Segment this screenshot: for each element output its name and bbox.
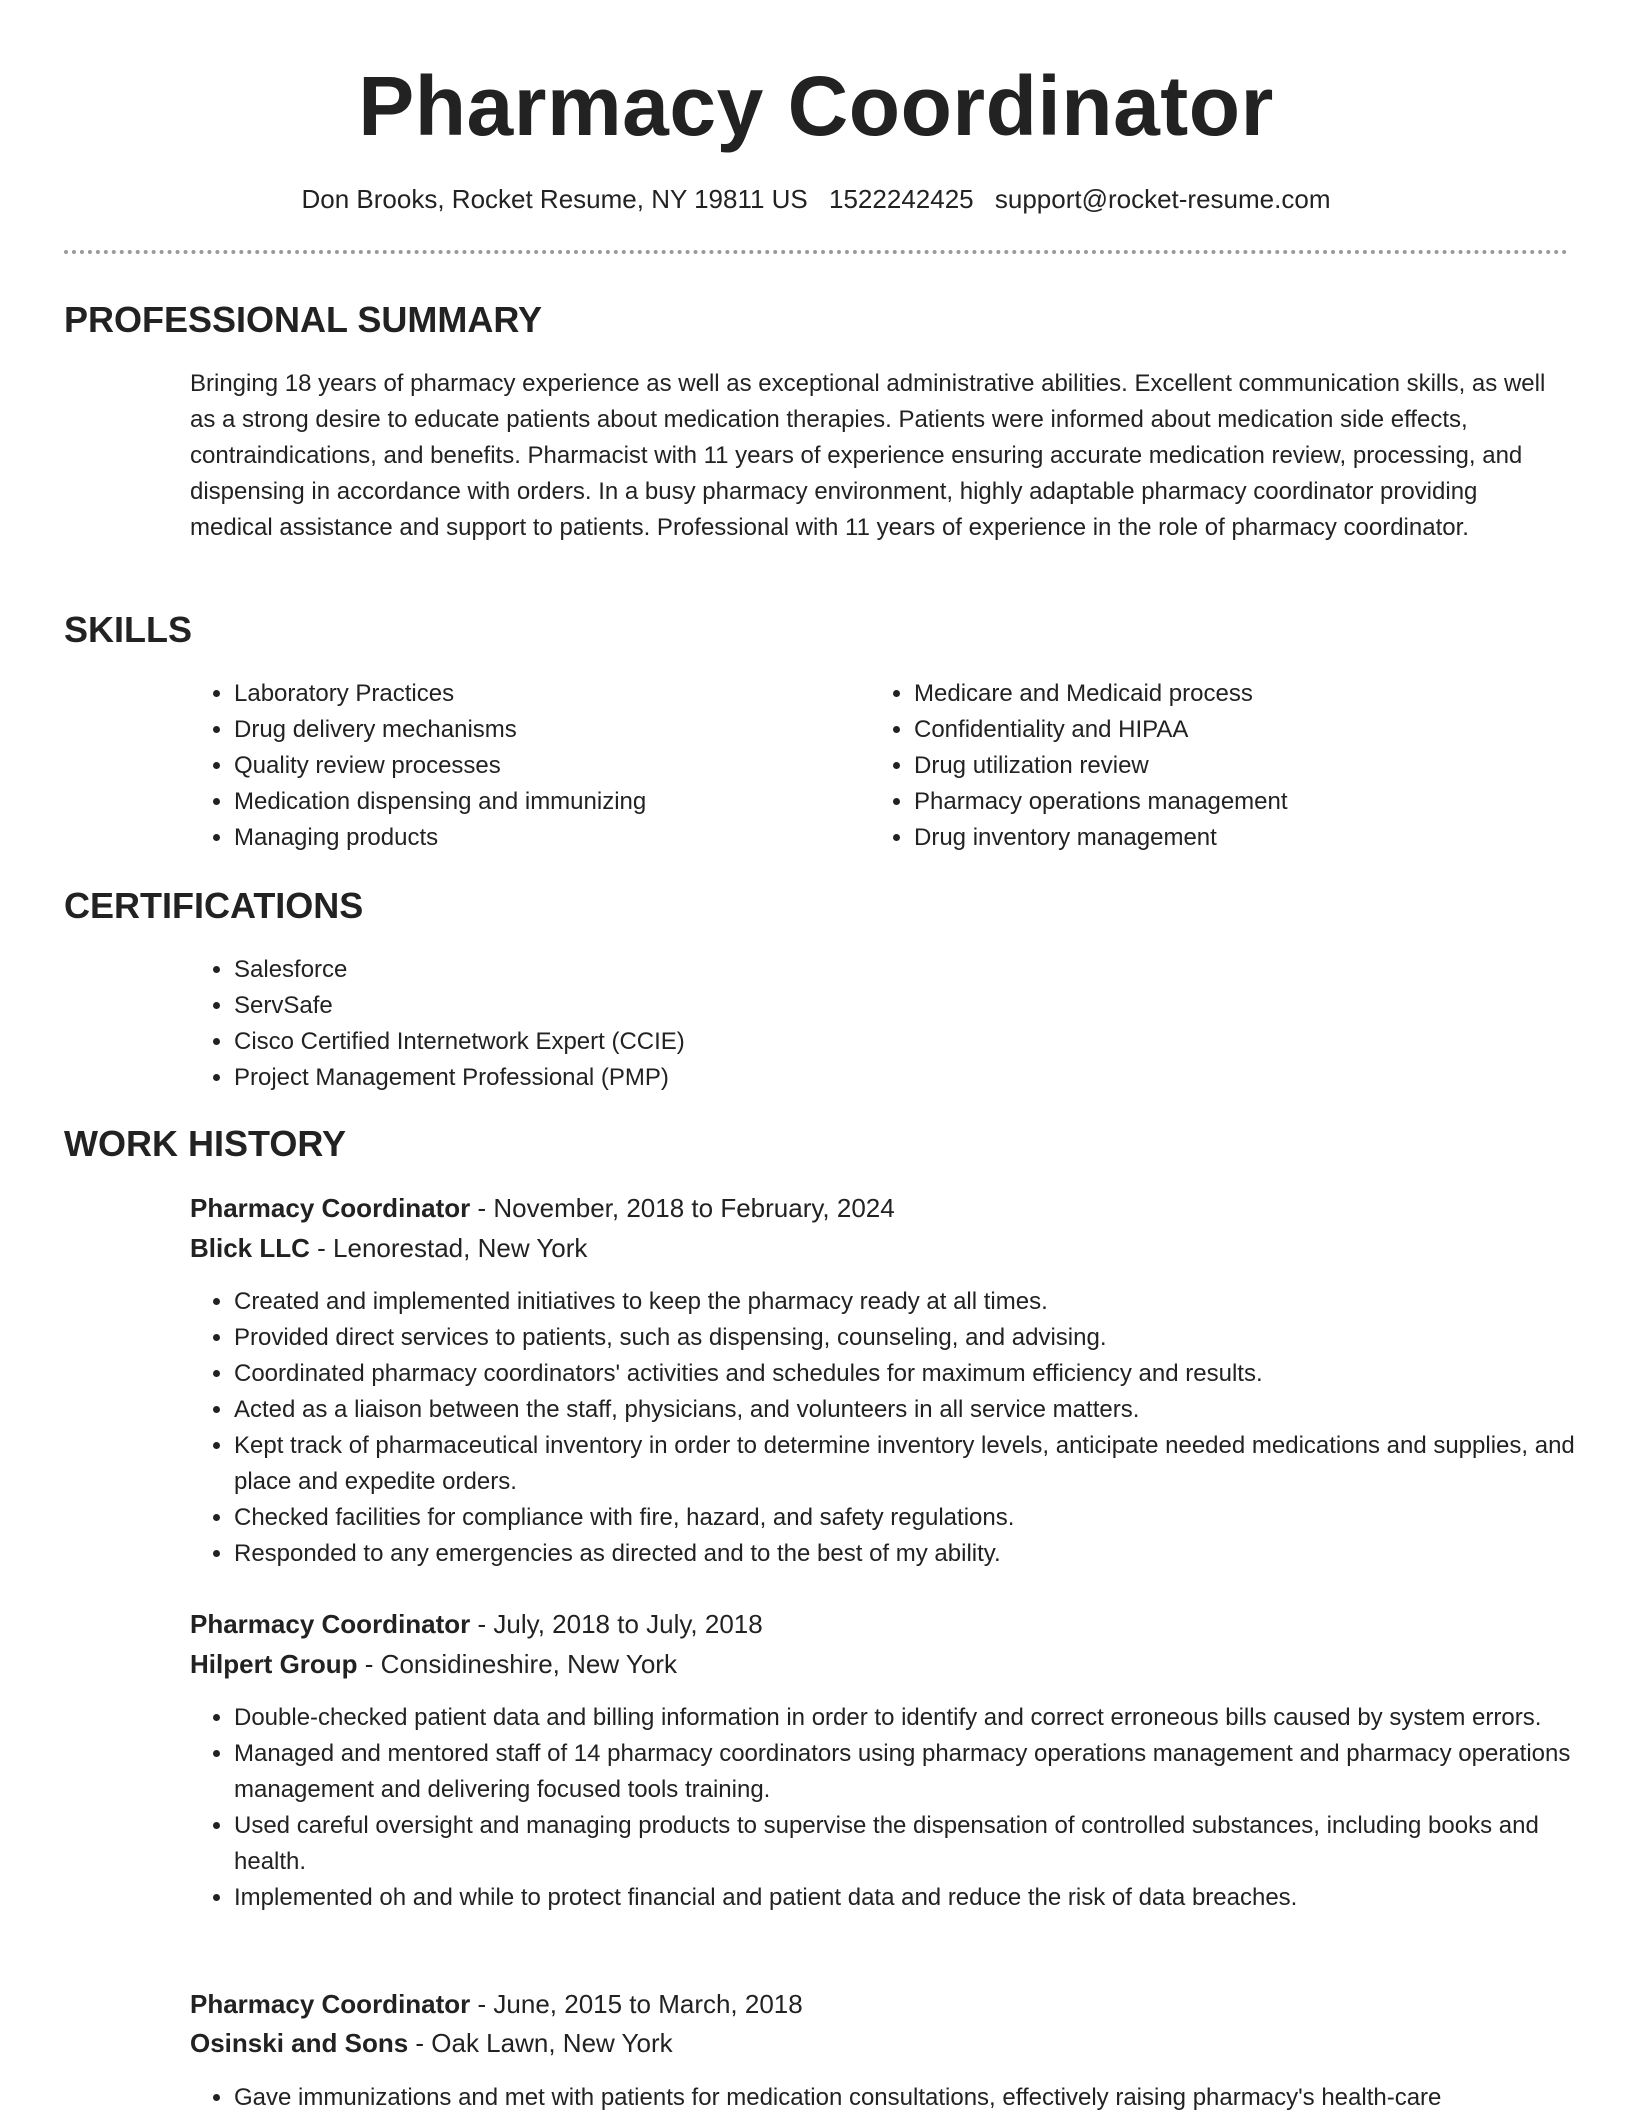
skill-item: • Drug delivery mechanisms <box>234 712 854 748</box>
certifications-list <box>190 952 1594 1096</box>
job-duty-item: • Double-checked patient data and billing information in order to identify and correct erroneous bills caused by system errors. <box>234 1700 1594 1736</box>
skill-item: • Confidentiality and HIPAA <box>914 712 1594 748</box>
job-title: Pharmacy Coordinator <box>190 1193 471 1223</box>
contact-address: Don Brooks, Rocket Resume, NY 19811 US <box>301 184 808 214</box>
skill-item: • Laboratory Practices <box>234 676 854 712</box>
job-title-line <box>190 1188 1550 1228</box>
job-company-line <box>190 2023 1550 2063</box>
summary-text: Bringing 18 years of pharmacy experience as well as exceptional administrative abilities. Excellent communication skills, as well as a strong desire to educate patients about medication therapies. Patients were informed about medication side effects, contraindications, and benefits. Pharmacist with 11 years of experience ensuring accurate medication review, processing, and dispensing in accordance with orders. In a busy pharmacy environment, highly adaptable pharmacy coordinator providing medical assistance and support to patients. Professional with 11 years of experience in the role of pharmacy coordinator. <box>190 370 1546 541</box>
job-title: Pharmacy Coordinator <box>190 1989 471 2019</box>
job-duty-item: • Responded to any emergencies as directed and to the best of my ability. <box>234 1536 1594 1572</box>
summary-heading: PROFESSIONAL SUMMARY <box>64 299 543 340</box>
skill-item: • Drug utilization review <box>914 748 1594 784</box>
skills-list-left <box>190 676 854 856</box>
resume-title: Pharmacy Coordinator <box>358 59 1274 153</box>
skill-item: • Pharmacy operations management <box>914 784 1594 820</box>
job-company: Hilpert Group <box>190 1649 358 1679</box>
job-dates: - July, 2018 to July, 2018 <box>470 1609 763 1639</box>
work-history-heading: WORK HISTORY <box>64 1123 347 1164</box>
certification-item: • ServSafe <box>234 988 1594 1024</box>
job-location: - Considineshire, New York <box>357 1649 677 1679</box>
job-location: - Oak Lawn, New York <box>408 2028 673 2058</box>
job-duty-item: • Gave immunizations and met with patients for medication consultations, effectively raising pharmacy's health-care <box>234 2080 1594 2112</box>
job-company: Osinski and Sons <box>190 2028 409 2058</box>
job-duty-item: • Kept track of pharmaceutical inventory in order to determine inventory levels, anticipate needed medications and supplies, and place and expedite orders. <box>234 1428 1594 1500</box>
certification-item: • Cisco Certified Internetwork Expert (CCIE) <box>234 1024 1594 1060</box>
contact-phone: 1522242425 <box>829 184 974 214</box>
job-duty-item: • Used careful oversight and managing products to supervise the dispensation of controlled substances, including books and health. <box>234 1808 1594 1880</box>
job-title-line <box>190 1604 1550 1644</box>
job-duties-list <box>190 1284 1594 1572</box>
header-divider <box>64 250 1568 254</box>
certification-item: • Salesforce <box>234 952 1594 988</box>
job-dates: - November, 2018 to February, 2024 <box>470 1193 895 1223</box>
job-duty-item: • Checked facilities for compliance with fire, hazard, and safety regulations. <box>234 1500 1594 1536</box>
skills-list-right <box>870 676 1594 856</box>
skill-item: • Drug inventory management <box>914 820 1594 856</box>
job-duties-list <box>190 2080 1594 2112</box>
job-company: Blick LLC <box>190 1233 310 1263</box>
job-duty-item: • Coordinated pharmacy coordinators' activities and schedules for maximum efficiency and results. <box>234 1356 1594 1392</box>
skills-heading: SKILLS <box>64 609 193 650</box>
job-company-line <box>190 1228 1550 1268</box>
job-duty-item: • Acted as a liaison between the staff, physicians, and volunteers in all service matters. <box>234 1392 1594 1428</box>
certification-item: • Project Management Professional (PMP) <box>234 1060 1594 1096</box>
job-location: - Lenorestad, New York <box>309 1233 588 1263</box>
contact-email: support@rocket-resume.com <box>994 184 1331 214</box>
job-title-line <box>190 1984 1550 2024</box>
job-dates: - June, 2015 to March, 2018 <box>470 1989 803 2019</box>
job-title: Pharmacy Coordinator <box>190 1609 471 1639</box>
job-duty-item: • Implemented oh and while to protect financial and patient data and reduce the risk of data breaches. <box>234 1880 1594 1916</box>
skill-item: • Managing products <box>234 820 854 856</box>
contact-line <box>0 182 1632 216</box>
job-duty-item: • Managed and mentored staff of 14 pharmacy coordinators using pharmacy operations management and pharmacy operations management and delivering focused tools training. <box>234 1736 1594 1808</box>
job-duties-list <box>190 1700 1594 1916</box>
job-duty-item: • Provided direct services to patients, such as dispensing, counseling, and advising. <box>234 1320 1594 1356</box>
skill-item: • Medicare and Medicaid process <box>914 676 1594 712</box>
skill-item: • Medication dispensing and immunizing <box>234 784 854 820</box>
job-duty-item: • Created and implemented initiatives to keep the pharmacy ready at all times. <box>234 1284 1594 1320</box>
certifications-heading: CERTIFICATIONS <box>64 885 364 926</box>
skill-item: • Quality review processes <box>234 748 854 784</box>
job-company-line <box>190 1644 1550 1684</box>
